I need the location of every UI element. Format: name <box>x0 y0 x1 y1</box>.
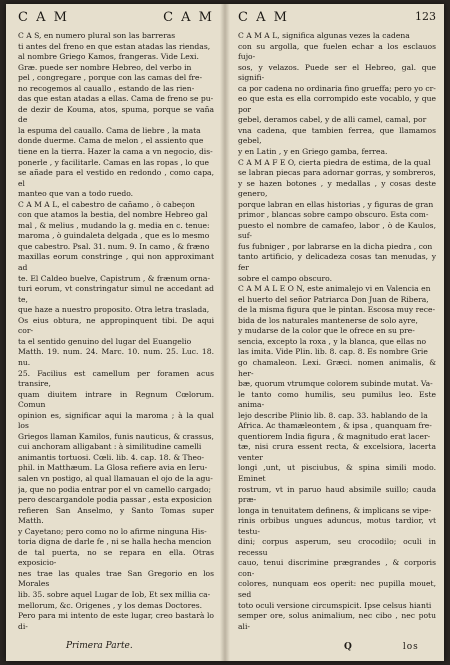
text-line: das que estan atadas a ellas. Cama de freno se pu- <box>18 94 214 104</box>
text-line: las imita. Vide Plin. lib. 8. cap. 8. Es nombre Grie <box>238 347 428 357</box>
text-line: y se hazen botones , y medallas , y cosas deste genero, <box>238 178 436 199</box>
text-line: vna cadena, que tambien ferrea, que llamamos gebel, <box>238 125 436 146</box>
text-line: puesto el nombre de camafeo, labor , ò de Kaulos, suf- <box>238 220 436 241</box>
signature-mark: Q <box>344 642 353 652</box>
text-line: Griegos llaman Kamilos, funis nauticus, & crassus, <box>18 431 214 441</box>
text-line: C A M A L, el cabestro de cañamo , ò cabeçon <box>18 199 195 209</box>
text-line: que haze a nuestro proposito. Otra letra traslada, <box>18 305 210 315</box>
text-line: Matth. 19. num. 24. Marc. 10. num. 25. Luc. 18. nu. <box>18 347 214 367</box>
text-line: gebel, deramos cabel, y de alli camel, camal, por <box>238 115 427 125</box>
catchword-footer <box>344 642 419 652</box>
text-line: se labran piecas para adornar gorras, y sombreros, <box>238 168 436 178</box>
text-line: manteo que van a todo ruedo. <box>18 189 134 199</box>
text-line: lib. 35. sobre aquel Lugar de Iob, Et sex millia ca- <box>18 589 211 599</box>
text-line: phil. in Matthæum. La Glosa refiere avia en Ieru- <box>18 463 208 473</box>
text-line: turi eorum, vt constringatur simul ne accedant ad te, <box>18 284 214 304</box>
text-line: cauo, tenui discrimine prægrandes , & corporis con- <box>238 558 436 578</box>
text-line: sos, y velazos. Puede ser el Hebreo, gal. que signifi- <box>238 62 436 83</box>
text-line: C A M A L, significa algunas vezes la cadena <box>238 31 410 40</box>
text-line: animantis tortuosi. Cœli. lib. 4. cap. 18. & Theo- <box>18 452 205 462</box>
text-line: eo que esta es ella corrompido este vocablo, y que por <box>238 94 436 114</box>
text-line: semper ore, solus animalium, nec cibo , nec potu ali- <box>238 611 436 631</box>
text-line: y mudarse de la color que le ofrece en su pre- <box>238 326 415 336</box>
text-line: tiene en la tierra. Hazer la cama a vn negocio, dis- <box>18 147 213 157</box>
text-line: fus fubniger , por labrarse en la dicha piedra , con <box>238 241 433 251</box>
text-line: Græ. puede ser nombre Hebreo, del verbo in <box>18 62 192 72</box>
text-line: mellorum, &c. Origenes , y los demas Doctores. <box>18 600 203 610</box>
text-line: sobre el campo obscuro. <box>238 273 332 283</box>
text-line: colores, nunquam eos operit: nec pupilla mouet, sed <box>238 579 436 599</box>
left-running-head <box>18 10 214 28</box>
footer-signature: Primera Parte. <box>66 641 133 651</box>
text-line: pero descargandole podia passar , esta exposicion <box>18 495 212 505</box>
text-line: ta el sentido genuino del lugar del Euangelio <box>18 336 192 346</box>
text-line: ti antes del freno en que estan atadas las riendas, <box>18 41 211 51</box>
text-line: Pero para mi intento de este lugar, creo bastarà lo di- <box>18 611 214 631</box>
text-line: donde duerme. Cama de melon , el assiento que <box>18 136 204 146</box>
text-line: no recogemos al cauallo , estando de las rien- <box>18 83 195 93</box>
text-line: al nombre Griego Kamos, frangeras. Vide Lexi. <box>18 52 199 62</box>
right-page-column <box>238 31 436 631</box>
text-line: con su argolla, que fuelen echar a los esclauos fujo- <box>238 41 436 62</box>
left-page-column <box>18 31 214 631</box>
catchword: los <box>402 642 419 652</box>
left-header-left: C A M <box>18 10 69 25</box>
text-line: pel , congregare , porque con las camas del fre- <box>18 73 203 83</box>
text-line: el huerto del señor Patriarca Don Juan de Ribera, <box>238 294 429 304</box>
text-line: con que atamos la bestia, del nombre Hebreo gal <box>18 210 208 220</box>
text-line: ja, que no podia entrar por el vn camello cargado; <box>18 484 212 494</box>
text-line: se añade para el vestido en redondo , como capa, el <box>18 168 214 188</box>
page-number: 123 <box>415 10 436 23</box>
text-line: de la misma figura que le pintan. Escosa muy rece- <box>238 305 436 315</box>
text-line: salen vn postigo, al qual llamauan el ojo de la agu- <box>18 473 213 483</box>
text-line: Os eius obtura, ne appropinquent tibi. De aqui cor- <box>18 315 214 336</box>
text-line: tanto artificio, y delicadeza cosas tan menudas, y fer <box>238 252 436 273</box>
text-line: primor , blancas sobre campo obscuro. Esta com- <box>238 210 429 220</box>
text-line: rostrum, vt in paruo haud absimile suillo; cauda præ- <box>238 484 436 505</box>
text-line: nes trae las quales trae San Gregorio en los Morales <box>18 568 214 589</box>
text-line: y Cayetano; pero como no lo afirme ninguna His- <box>18 526 207 536</box>
right-running-head <box>238 10 436 28</box>
left-header-right: C A M <box>163 10 214 25</box>
text-line: ca por cadena no ordinaria fino grueffa; pero yo cr- <box>238 83 436 93</box>
text-line: porque labran en ellas historias , y figuras de gran <box>238 199 434 209</box>
text-line: quentiorem India figura , & magnitudo erat lacer- <box>238 431 431 441</box>
text-line: quam diuitem intrare in Regnum Cœlorum. Comun <box>18 389 214 410</box>
text-line: sencia, excepto la roxa , y la blanca, que ellas no <box>238 336 427 346</box>
text-line: C A M A F E O, cierta piedra de estima, de la qual <box>238 157 431 167</box>
text-line: le tanto como humilis, seu pumilus leo. Este anima- <box>238 389 436 410</box>
text-line: opinion es, significar aqui la maroma ; à la qual los <box>18 410 214 431</box>
text-line: maroma , ò guindaleta delgada , que es lo mesmo <box>18 231 210 241</box>
text-line: la espuma del cauallo. Cama de liebre , la mata <box>18 125 201 135</box>
text-line: bida de los naturales mantenerse de solo ayre, <box>238 315 418 325</box>
text-line: ponerle , y facilitarle. Camas en las ropas , lo que <box>18 157 209 167</box>
text-line: tæ, nisi crura essent recta, & excelsiora, lacerta venter <box>238 442 436 462</box>
text-line: toria digna de darle fe , ni se halla hecha mencion <box>18 537 212 547</box>
book-gutter <box>220 4 230 661</box>
text-line: 25. Facilius est camellum per foramen acus transire, <box>18 368 214 389</box>
right-header-left: C A M <box>238 10 289 25</box>
text-line: cui anchoram alligabant : à similitudine camelli <box>18 442 202 452</box>
text-line: lejo describe Plinio lib. 8. cap. 33. hablando de la <box>238 410 428 420</box>
text-line: C A S, en numero plural son las barreras <box>18 31 176 40</box>
text-line: de tal puerta, no se repara en ella. Otras exposicio- <box>18 547 214 568</box>
text-line: refieren San Anselmo, y Santo Tomas super Matth. <box>18 505 214 526</box>
book-spread <box>6 4 444 661</box>
text-line: go chamaleon. Lexi. Græci. nomen animalis, & her- <box>238 357 436 378</box>
text-line: de dezir de Kouma, atos, spuma, porque se vaña de <box>18 104 214 125</box>
text-line: Africa. Ac thamæleontem , & ipsa , quanquam fre- <box>238 421 432 431</box>
text-line: que cabestro. Psal. 31. num. 9. In camo , & fræno <box>18 241 210 251</box>
text-line: dini; corpus asperum, seu crocodilo; oculi in recessu <box>238 537 436 557</box>
text-line: maxillas eorum constringe , qui non approximant ad <box>18 252 214 273</box>
text-line: y en Latin , y en Griego gamba, ferrea. <box>238 147 388 157</box>
text-line: te. El Caldeo buelve, Capistrum , & frænum orna- <box>18 273 211 283</box>
text-line: longi ,unt, ut pisciubus, & spina simili modo. Eminet <box>238 463 436 483</box>
text-line: mal , & melius , mudando la g. media en c. tenue: <box>18 220 210 230</box>
text-line: longa in tenuitatem definens, & implicans se vipe- <box>238 505 432 515</box>
text-line: bæ, quorum vtrumque colorem subinde mutat. Va- <box>238 379 433 389</box>
text-line: toto oculi versione circumspicit. Ipse celsus hianti <box>238 600 432 610</box>
text-line: rinis orbibus ungues aduncus, motus tardior, vt testu- <box>238 516 436 536</box>
text-line: C A M A L E O N, este animalejo vi en Valencia en <box>238 284 431 294</box>
